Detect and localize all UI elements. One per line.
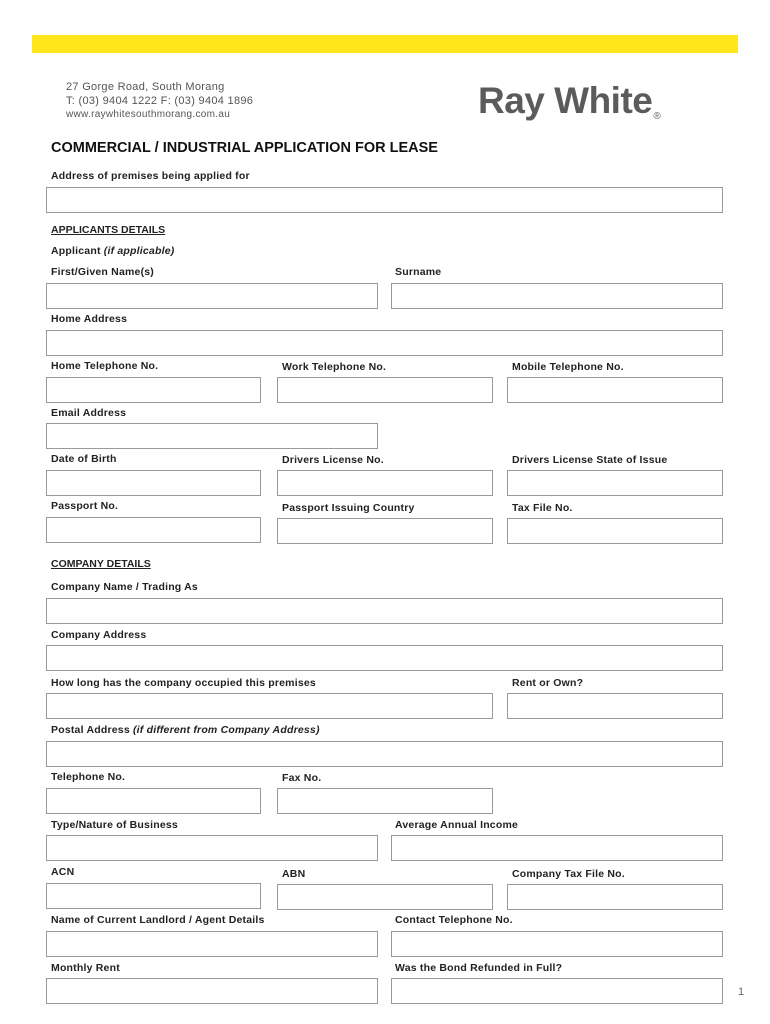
passport-country-field[interactable] <box>277 518 493 544</box>
office-address: 27 Gorge Road, South Morang <box>66 81 225 93</box>
postal-text: Postal Address <box>51 724 133 736</box>
label-first-name: First/Given Name(s) <box>51 266 154 278</box>
home-address-field[interactable] <box>46 330 723 356</box>
label-home-address: Home Address <box>51 313 128 325</box>
first-name-field[interactable] <box>46 283 378 309</box>
label-license-state: Drivers License State of Issue <box>512 454 668 466</box>
postal-note: (if different from Company Address) <box>132 724 320 736</box>
form-title: COMMERCIAL / INDUSTRIAL APPLICATION FOR LEASE <box>51 140 438 156</box>
monthly-rent-field[interactable] <box>46 978 378 1004</box>
label-postal-address <box>51 724 320 736</box>
label-passport-no: Passport No. <box>51 500 119 512</box>
company-tax-file-field[interactable] <box>507 884 723 910</box>
abn-field[interactable] <box>277 884 493 910</box>
logo-text: Ray White <box>478 80 653 121</box>
label-applicant <box>51 245 174 257</box>
license-state-field[interactable] <box>507 470 723 496</box>
postal-address-field[interactable] <box>46 741 723 767</box>
telephone-field[interactable] <box>46 788 261 814</box>
label-dob: Date of Birth <box>51 453 117 465</box>
label-tax-file: Tax File No. <box>512 502 573 514</box>
label-company-tax-file: Company Tax File No. <box>512 868 625 880</box>
ray-white-logo <box>478 80 660 122</box>
label-premises-address: Address of premises being applied for <box>51 170 250 182</box>
surname-field[interactable] <box>391 283 723 309</box>
annual-income-field[interactable] <box>391 835 723 861</box>
label-current-landlord: Name of Current Landlord / Agent Details <box>51 914 265 926</box>
label-bond-refunded: Was the Bond Refunded in Full? <box>395 962 563 974</box>
fax-field[interactable] <box>277 788 493 814</box>
acn-field[interactable] <box>46 883 261 909</box>
label-occupied-duration: How long has the company occupied this premises <box>51 677 316 689</box>
occupied-duration-field[interactable] <box>46 693 493 719</box>
section-company-details: COMPANY DETAILS <box>51 558 151 570</box>
label-monthly-rent: Monthly Rent <box>51 962 120 974</box>
label-abn: ABN <box>282 868 306 880</box>
yellow-header-bar <box>32 35 738 53</box>
label-annual-income: Average Annual Income <box>395 819 519 831</box>
dob-field[interactable] <box>46 470 261 496</box>
applicant-note: (if applicable) <box>103 245 175 257</box>
bond-refunded-field[interactable] <box>391 978 723 1004</box>
label-fax: Fax No. <box>282 772 322 784</box>
rent-own-field[interactable] <box>507 693 723 719</box>
work-phone-field[interactable] <box>277 377 493 403</box>
label-passport-country: Passport Issuing Country <box>282 502 415 514</box>
tax-file-field[interactable] <box>507 518 723 544</box>
applicant-text: Applicant <box>51 245 104 257</box>
current-landlord-field[interactable] <box>46 931 378 957</box>
label-company-address: Company Address <box>51 629 147 641</box>
label-home-phone: Home Telephone No. <box>51 360 159 372</box>
business-type-field[interactable] <box>46 835 378 861</box>
office-website: www.raywhitesouthmorang.com.au <box>66 109 231 120</box>
page-number: 1 <box>738 986 745 998</box>
company-name-field[interactable] <box>46 598 723 624</box>
contact-phone-field[interactable] <box>391 931 723 957</box>
mobile-phone-field[interactable] <box>507 377 723 403</box>
section-applicants-details: APPLICANTS DETAILS <box>51 224 166 236</box>
label-telephone: Telephone No. <box>51 771 126 783</box>
label-license-no: Drivers License No. <box>282 454 384 466</box>
email-field[interactable] <box>46 423 378 449</box>
label-work-phone: Work Telephone No. <box>282 361 387 373</box>
passport-no-field[interactable] <box>46 517 261 543</box>
label-email: Email Address <box>51 407 127 419</box>
label-business-type: Type/Nature of Business <box>51 819 178 831</box>
home-phone-field[interactable] <box>46 377 261 403</box>
label-surname: Surname <box>395 266 442 278</box>
license-no-field[interactable] <box>277 470 493 496</box>
label-company-name: Company Name / Trading As <box>51 581 198 593</box>
label-contact-phone: Contact Telephone No. <box>395 914 513 926</box>
label-mobile-phone: Mobile Telephone No. <box>512 361 624 373</box>
office-phone: T: (03) 9404 1222 F: (03) 9404 1896 <box>66 95 254 107</box>
logo-registered-mark: ® <box>653 111 661 122</box>
label-acn: ACN <box>51 866 75 878</box>
premises-address-field[interactable] <box>46 187 723 213</box>
company-address-field[interactable] <box>46 645 723 671</box>
label-rent-own: Rent or Own? <box>512 677 584 689</box>
